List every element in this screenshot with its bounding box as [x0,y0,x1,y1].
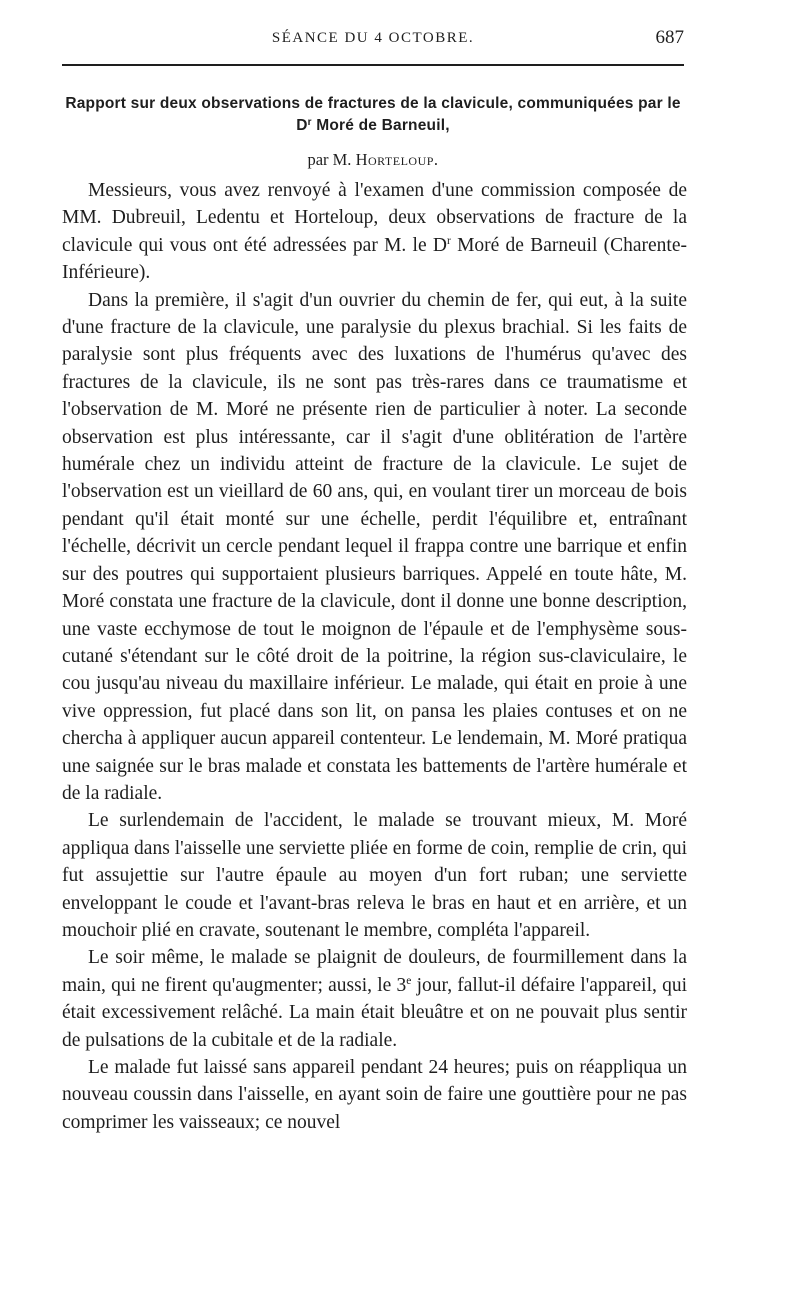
paragraph-4-text-a: Le soir même, le malade se plaignit de douleurs, de fourmillement dans la main, qui ne firent qu'augmenter; aussi, le 3 [62,947,687,996]
paragraph-5: Le malade fut laissé sans appareil pendant 24 heures; puis on réappliqua un nouveau coussin dans l'aisselle, en ayant soin de faire une gouttière pour ne pas comprimer les vaisseaux; ce nouvel [62,1057,687,1133]
running-head [62,27,684,56]
byline-author: Horteloup. [355,150,439,169]
report-title-main: Rapport sur deux observations de fractures de la clavicule, communiquées par le D [65,95,681,134]
byline-prefix: par M. [307,150,352,169]
paragraph-1-sup: r [446,234,451,247]
paragraph-3: Le surlendemain de l'accident, le malade se trouvant mieux, M. Moré appliqua dans l'aisselle une serviette pliée en forme de coin, remplie de crin, qui fut assujettie sur l'autre épaule au moyen d'un fort ruban; une serviette enveloppant le coude et l'avant-bras releva le bras en haut et en arrière, et un mouchoir plié en cravate, soutenant le membre, compléta l'appareil. [62,810,687,941]
page-number: 687 [655,27,684,48]
paragraph-4-text-b: jour, fallut-il défaire l'appareil, qui était excessivement relâché. La main était bleuâtre et on ne pouvait plus sentir de pulsations de la cubitale et de la radiale. [62,974,688,1051]
header-rule [62,64,684,66]
paragraph-4-sup: e [406,974,412,987]
report-title [62,93,684,137]
paragraph-1-text-b: Moré de Barneuil (Charente-Inférieure). [62,234,687,284]
report-title-end: Moré de Barneuil, [311,117,450,134]
paragraph-1-text-a: Messieurs, vous avez renvoyé à l'examen d'une commission composée de MM. Dubreuil, Ledentu et Horteloup, deux observations de fracture de la clavicule qui vous ont été adressées par M. le D [62,180,687,256]
running-title: SÉANCE DU 4 OCTOBRE. [271,30,475,46]
paragraph-4 [62,944,687,1054]
paragraph-1 [62,177,687,287]
body-text [62,177,687,1136]
byline [62,150,684,170]
report-title-sup: r [307,117,312,128]
paragraph-2: Dans la première, il s'agit d'un ouvrier du chemin de fer, qui eut, à la suite d'une fracture de la clavicule, une paralysie du plexus brachial. Si les faits de paralysie sont plus fréquents avec des luxations de l'humérus qu'avec des fractures de la clavicule, ils ne sont pas très-rares dans ce traumatisme et l'observation de M. Moré ne présente rien de particulier à noter. La seconde observation est plus intéressante, car il s'agit d'une oblitération de l'artère humérale chez un individu atteint de fracture de la clavicule. Le sujet de l'observation est un vieillard de 60 ans, qui, en voulant tirer un morceau de bois pendant qu'il était monté sur une échelle, perdit l'équilibre et, entraînant l'échelle, décrivit un cercle pendant lequel il frappa contre une barrique et enfin sur des poutres qui supportaient plusieurs barriques. Appelé en toute hâte, M. Moré constata une fracture de la clavicule, dont il donne une bonne description, une vaste ecchymose de tout le moignon de l'épaule et de l'emphysème sous-cutané s'étendant sur le côté droit de la poitrine, la région sus-claviculaire, le cou jusqu'au niveau du maxillaire inférieur. Le malade, qui était en proie à une vive oppression, fut placé dans son lit, on pansa les plaies contuses et on ne chercha à appliquer aucun appareil contenteur. Le lendemain, M. Moré pratiqua une saignée sur le bras malade et constata les battements de l'artère humérale et de la radiale. [62,289,687,804]
